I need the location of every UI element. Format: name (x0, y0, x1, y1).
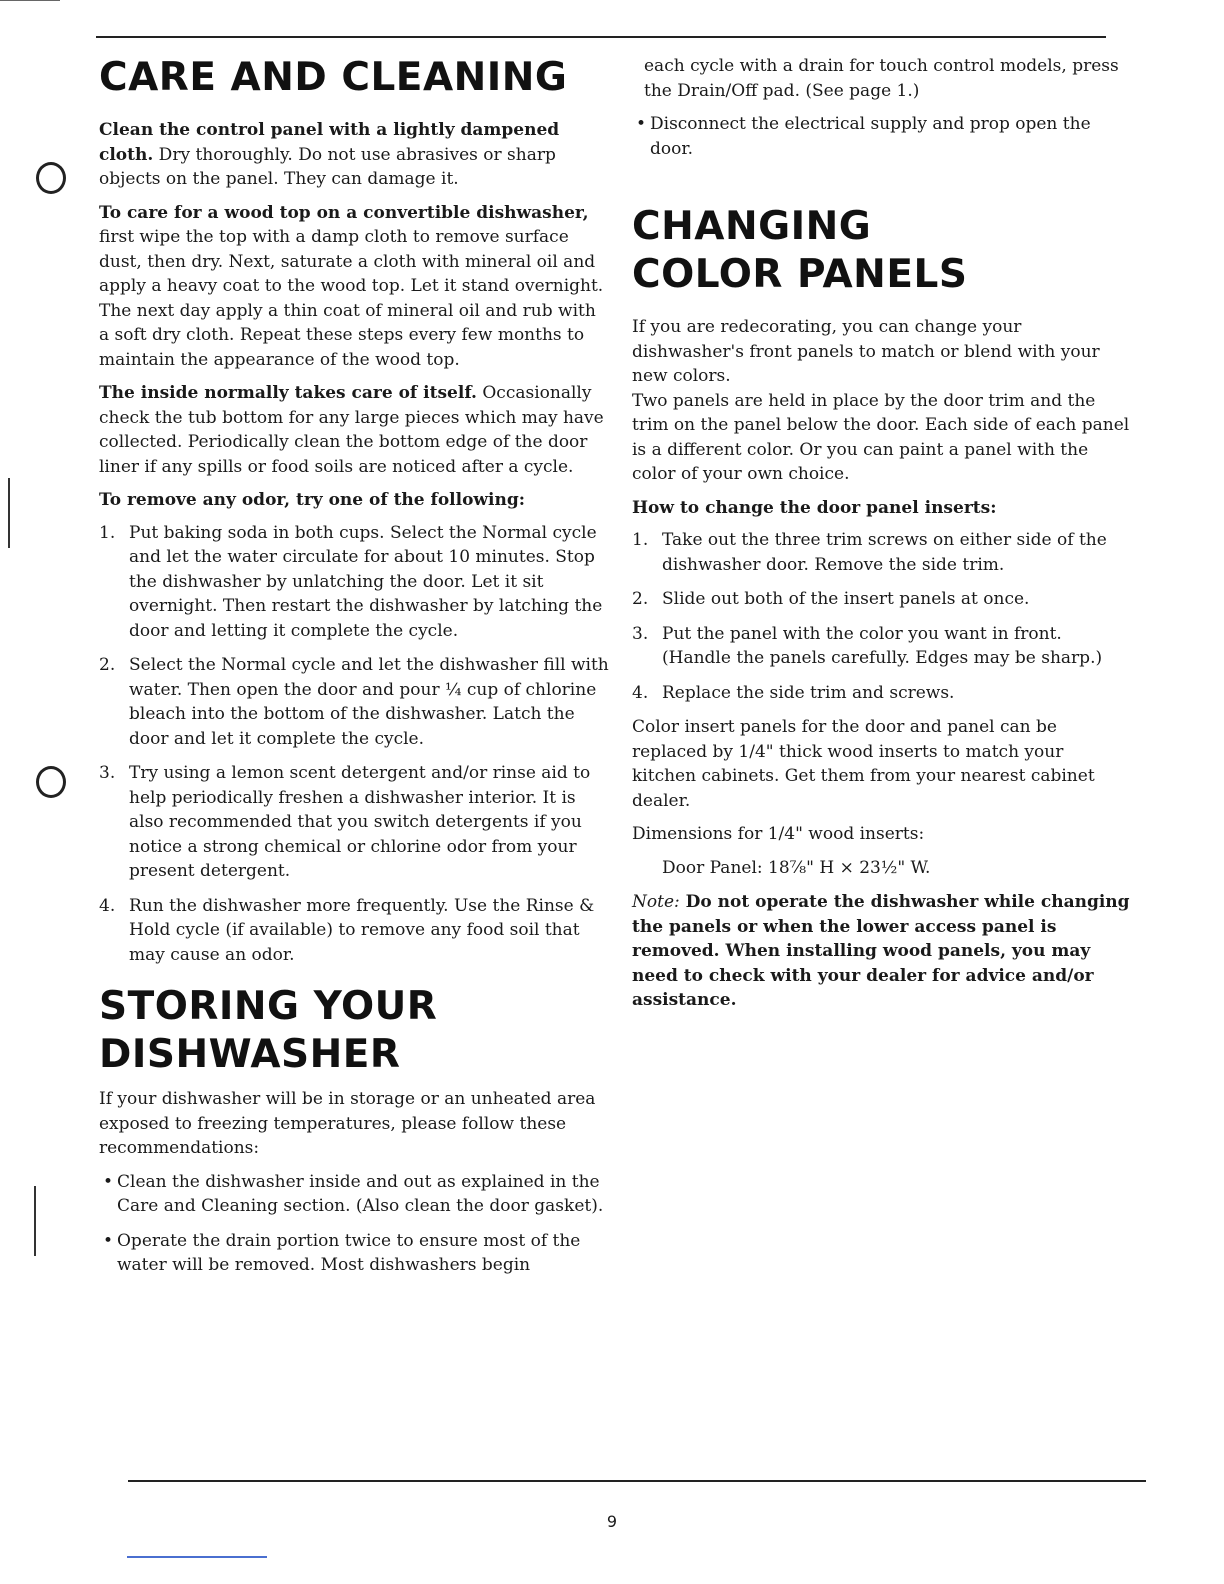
step-number: 2. (632, 589, 649, 609)
list-item (99, 521, 609, 644)
step-text: Select the Normal cycle and let the dishwasher fill with water. Then open the door and pour ¼ cup of chlorine bleach into the bottom of the dishwasher. Latch the door and let it complete the cycle. (129, 655, 609, 749)
list-item: • Disconnect the electrical supply and prop open the door. (632, 112, 1132, 161)
list-item (99, 761, 609, 884)
door-panel-dimensions: Door Panel: 18⅞" H × 23½" W. (662, 857, 931, 878)
note-text: Do not operate the dishwasher while changing the panels or when the lower access panel is removed. When installing wood panels, you may need to check with your dealer for advice and/or assistance. (632, 892, 1130, 1010)
list-item (99, 894, 609, 968)
paragraph-body: first wipe the top with a damp cloth to remove surface dust, then dry. Next, saturate a cloth with mineral oil and apply a heavy coat to the wood top. Let it stand overnight. The next day apply a thin coat of mineral oil and rub with a soft dry cloth. Repeat these steps every few months to maintain the appearance of the wood top. (99, 227, 604, 370)
list-item (632, 622, 1132, 671)
step-number: 4. (99, 895, 116, 916)
list-item (632, 681, 1132, 706)
step-number: 3. (99, 763, 116, 783)
scan-margin-mark (34, 1186, 36, 1256)
list-item: • Operate the drain portion twice to ensure most of the water will be removed. Most dishwashers begin (99, 1229, 609, 1278)
list-item: • Clean the dishwasher inside and out as explained in the Care and Cleaning section. (Also clean the door gasket). (99, 1170, 609, 1219)
odor-steps-list (99, 521, 609, 968)
list-item (632, 528, 1132, 577)
scan-edge-line (127, 1556, 267, 1558)
scan-corner-mark (0, 0, 60, 1)
step-number: 2. (99, 655, 116, 675)
paragraph-lead: The inside normally takes care of itself. (99, 383, 477, 403)
storing-bullets (99, 1170, 609, 1278)
panel-steps-list (632, 528, 1132, 705)
panels-intro-2: Two panels are held in place by the door trim and the trim on the panel below the door. Each side of each panel is a different color. Or you can paint a panel with the color of your own choice. (632, 390, 1130, 484)
note-label: Note: (632, 892, 680, 912)
step-text: Put baking soda in both cups. Select the Normal cycle and let the water circulate for about 10 minutes. Stop the dishwasher by unlatching the door. Let it sit overnight. Then restart the dishwasher by latching the door and letting it complete the cycle. (129, 522, 603, 641)
paragraph-lead: To care for a wood top on a convertible dishwasher, (99, 202, 589, 223)
step-text: Run the dishwasher more frequently. Use the Rinse & Hold cycle (if available) to remove any food soil that may cause an odor. (129, 895, 595, 965)
panels-intro-1: If you are redecorating, you can change your dishwasher's front panels to match or blend with your new colors. (632, 317, 1100, 386)
care-paragraph-inside (99, 381, 609, 479)
care-cleaning-heading: CARE AND CLEANING (99, 55, 568, 100)
dimensions-label: Dimensions for 1/4" wood inserts: (632, 824, 925, 844)
how-to-subheading: How to change the door panel inserts: (632, 497, 997, 518)
storing-heading: STORING YOUR DISHWASHER (99, 984, 438, 1077)
paragraph-lead: Clean the control panel with a lightly dampened cloth. (99, 120, 560, 165)
paragraph-body: Occasionally check the tub bottom for any large pieces which may have collected. Periodically clean the bottom edge of the door liner if any spills or food soils are noticed after a cycle. (99, 383, 604, 477)
scan-margin-mark (8, 478, 10, 548)
storing-continued-text: each cycle with a drain for touch control models, press the Drain/Off pad. (See page 1.) (644, 56, 1119, 101)
left-column (99, 54, 609, 1288)
wood-inserts-text: Color insert panels for the door and panel can be replaced by 1/4" thick wood inserts to match your kitchen cabinets. Get them from your nearest cabinet dealer. (632, 717, 1095, 811)
care-paragraph-wood-top (99, 201, 609, 373)
paragraph-body: Dry thoroughly. Do not use abrasives or sharp objects on the panel. They can damage it. (99, 144, 556, 189)
top-rule (96, 36, 1106, 38)
step-text: Try using a lemon scent detergent and/or rinse aid to help periodically freshen a dishwasher interior. It is also recommended that you switch detergents if you notice a strong chemical or chlorine odor from your present detergent. (129, 763, 591, 881)
binder-hole-top (36, 162, 66, 194)
note-paragraph (632, 890, 1132, 1013)
step-text: Put the panel with the color you want in front. (Handle the panels carefully. Edges may be sharp.) (662, 623, 1103, 668)
bottom-rule (128, 1480, 1146, 1482)
storing-intro: If your dishwasher will be in storage or an unheated area exposed to freezing temperatures, please follow these recommendations: (99, 1089, 596, 1158)
step-number: 4. (632, 682, 649, 703)
step-number: 1. (99, 522, 116, 543)
storing-bullets-continued (632, 112, 1132, 161)
changing-panels-heading: CHANGING COLOR PANELS (632, 204, 968, 297)
step-text: Slide out both of the insert panels at once. (662, 589, 1030, 609)
step-text: Replace the side trim and screws. (662, 682, 955, 703)
list-item (632, 587, 1132, 612)
right-column (632, 54, 1132, 1022)
odor-subheading: To remove any odor, try one of the following: (99, 490, 526, 510)
step-text: Take out the three trim screws on either side of the dishwasher door. Remove the side trim. (662, 530, 1107, 575)
step-number: 3. (632, 623, 649, 644)
step-number: 1. (632, 530, 649, 550)
list-item (99, 653, 609, 751)
care-paragraph-control-panel (99, 118, 609, 192)
binder-hole-middle (36, 766, 66, 798)
page-number: 9 (606, 1512, 618, 1531)
